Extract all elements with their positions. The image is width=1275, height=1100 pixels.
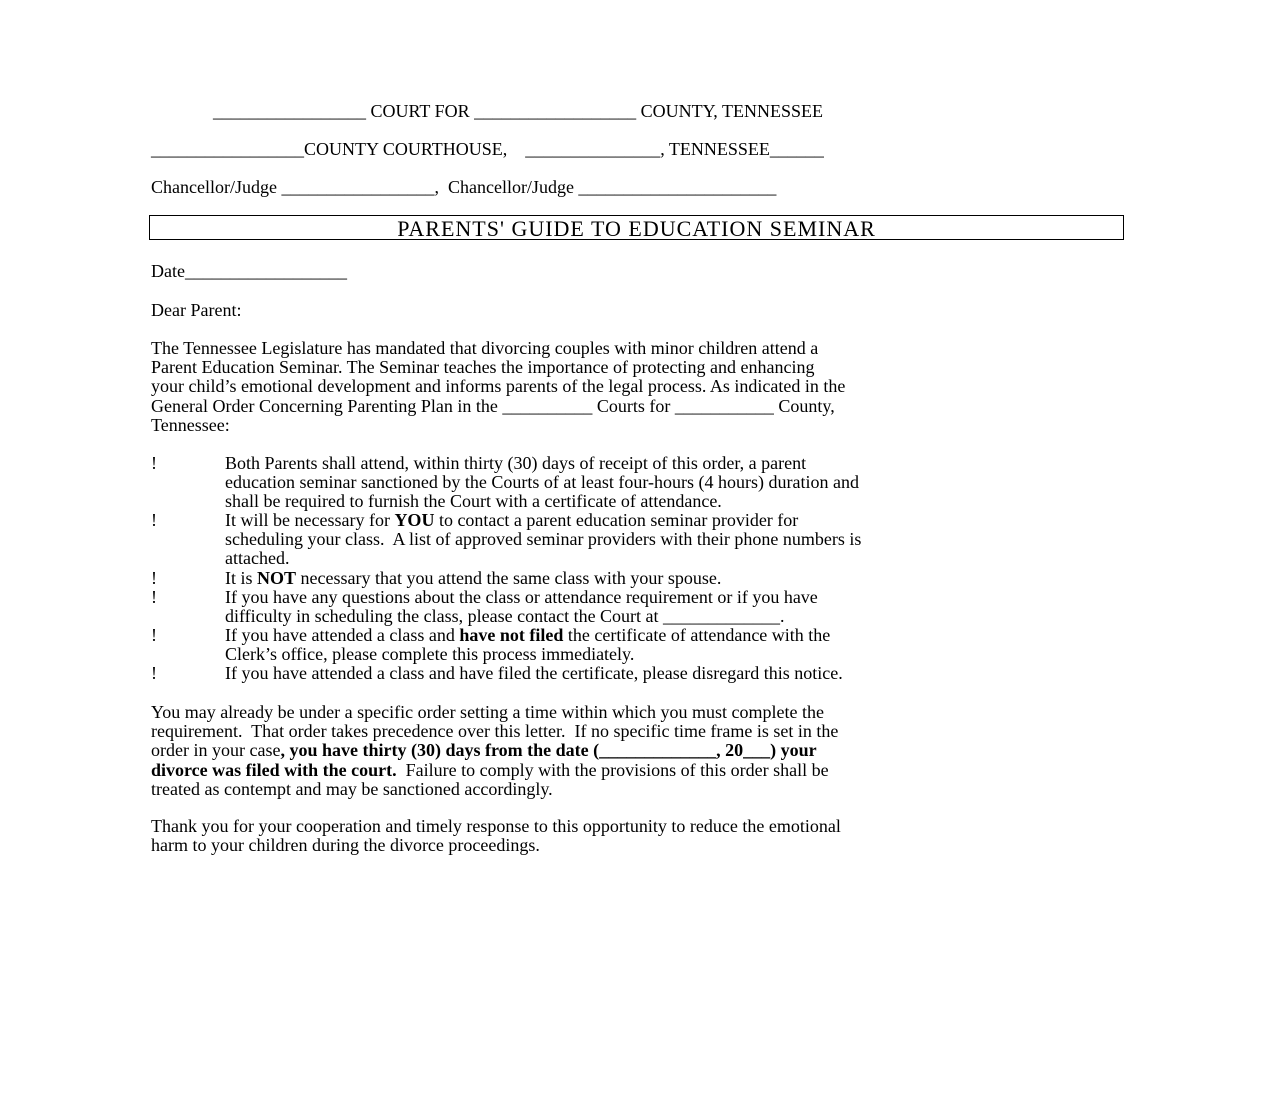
bullet-row: attached.	[225, 548, 290, 569]
bullet-text-segment: necessary that you attend the same class with your spouse.	[296, 568, 722, 588]
bullet-questions-contact-court	[225, 588, 1125, 626]
bullet-marker: !	[151, 587, 157, 607]
bullet-both-parents-attend	[225, 454, 1125, 512]
closing-row: Thank you for your cooperation and timely response to this opportunity to reduce the emotional	[151, 816, 841, 836]
title-box	[149, 215, 1124, 240]
order-paragraph	[151, 703, 1131, 799]
bullet-disregard-notice	[225, 664, 1125, 683]
bullet-marker: !	[151, 663, 157, 683]
bullet-file-certificate	[225, 626, 1125, 664]
emphasis-not: NOT	[257, 568, 297, 588]
bullet-marker: !	[151, 453, 157, 473]
bullet-row: education seminar sanctioned by the Courts of at least four-hours (4 hours) duration and	[225, 472, 859, 493]
order-text-segment: Failure to comply with the provisions of this order shall be	[396, 759, 829, 780]
bullet-marker: !	[151, 625, 157, 645]
bullet-text-segment: the certificate of attendance with the	[563, 625, 831, 645]
closing-row: harm to your children during the divorce proceedings.	[151, 835, 540, 856]
court-county-line: _________________ COURT FOR __________________ COUNTY, TENNESSEE	[213, 101, 823, 121]
closing-paragraph	[151, 817, 1131, 855]
bullet-row	[225, 569, 1125, 588]
order-row: treated as contempt and may be sanctioned accordingly.	[151, 778, 553, 799]
emphasis-divorce-filed: divorce was filed with the court.	[151, 759, 397, 780]
bullet-marker: !	[151, 510, 157, 530]
order-row: requirement. That order takes precedence over this letter. If no specific time frame is set in the	[151, 721, 839, 742]
bullet-contact-provider	[225, 511, 1125, 569]
intro-row: Parent Education Seminar. The Seminar teaches the importance of protecting and enhancing	[151, 357, 815, 378]
page-title: PARENTS' GUIDE TO EDUCATION SEMINAR	[397, 216, 876, 241]
order-row: You may already be under a specific order setting a time within which you must complete the	[151, 702, 824, 722]
intro-row: General Order Concerning Parenting Plan in the __________ Courts for ___________ County,	[151, 395, 835, 416]
emphasis-thirty-days: , you have thirty (30) days from the date (_____________, 20___) your	[280, 740, 817, 761]
intro-row: your child’s emotional development and informs parents of the legal process. As indicated in the	[151, 376, 846, 397]
bullet-row: If you have attended a class and have filed the certificate, please disregard this notice.	[225, 663, 843, 683]
bullet-not-same-class	[225, 569, 1125, 588]
emphasis-you: YOU	[394, 510, 435, 530]
intro-paragraph	[151, 339, 1131, 435]
intro-row: Tennessee:	[151, 414, 230, 435]
order-row	[151, 741, 1131, 760]
bullet-row: difficulty in scheduling the class, please contact the Court at _____________.	[225, 606, 785, 627]
bullet-text-segment: If you have attended a class and	[225, 625, 460, 645]
bullet-row	[225, 626, 1125, 645]
chancellor-judge-line: Chancellor/Judge _________________, Chancellor/Judge ______________________	[151, 177, 777, 197]
bullet-row	[225, 511, 1125, 530]
bullet-row: Both Parents shall attend, within thirty (30) days of receipt of this order, a parent	[225, 453, 807, 473]
bullet-row: If you have any questions about the class or attendance requirement or if you have	[225, 587, 818, 607]
order-row	[151, 761, 1131, 780]
date-line: Date__________________	[151, 261, 347, 281]
bullet-marker: !	[151, 568, 157, 588]
order-text-segment: order in your case	[151, 740, 281, 761]
bullet-text-segment: It will be necessary for	[225, 510, 395, 530]
emphasis-have-not-filed: have not filed	[459, 625, 564, 645]
salutation: Dear Parent:	[151, 300, 242, 320]
intro-row: The Tennessee Legislature has mandated that divorcing couples with minor children attend a	[151, 338, 819, 358]
bullet-text-segment: It is	[225, 568, 258, 588]
bullet-text-segment: to contact a parent education seminar provider for	[434, 510, 799, 530]
bullet-row: scheduling your class. A list of approved seminar providers with their phone numbers is	[225, 529, 862, 550]
courthouse-line: _________________COUNTY COURTHOUSE, _______________, TENNESSEE______	[151, 139, 824, 159]
bullet-row: Clerk’s office, please complete this process immediately.	[225, 644, 635, 665]
bullet-row: shall be required to furnish the Court with a certificate of attendance.	[225, 491, 722, 512]
